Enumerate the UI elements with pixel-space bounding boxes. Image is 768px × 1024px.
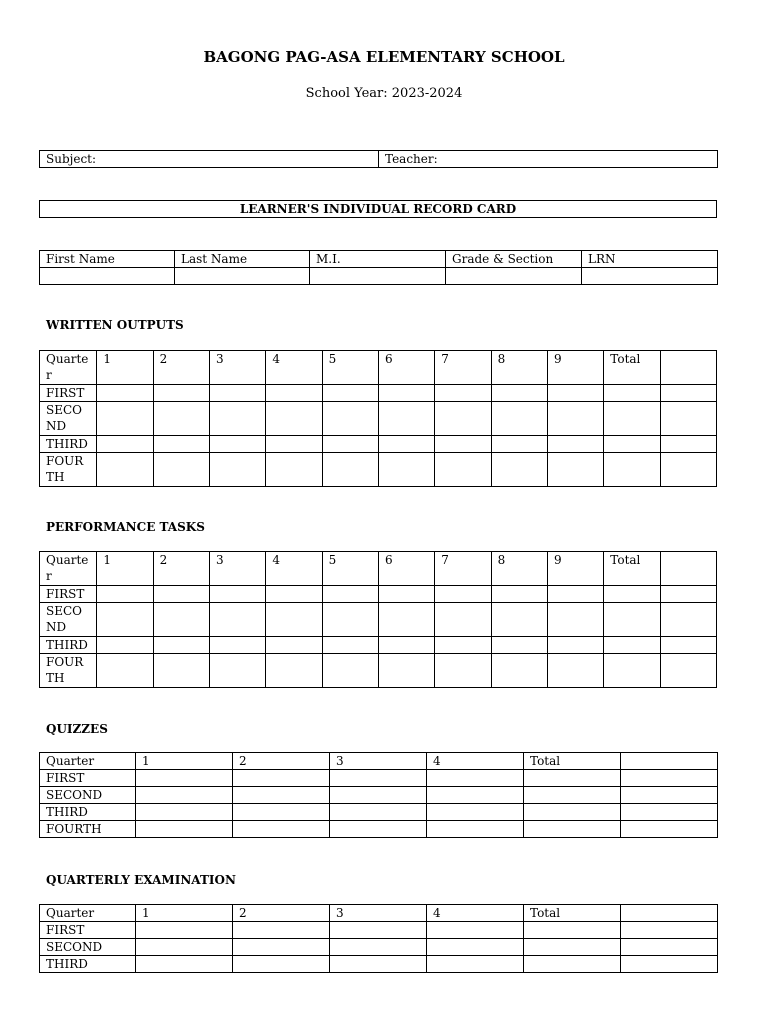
quarter-label: SECOND bbox=[40, 402, 97, 436]
first-name-cell[interactable] bbox=[40, 268, 175, 285]
column-header: 5 bbox=[322, 552, 378, 586]
score-cell[interactable] bbox=[153, 453, 209, 487]
score-cell[interactable] bbox=[378, 453, 434, 487]
score-cell[interactable] bbox=[435, 637, 491, 654]
quarter-label: THIRD bbox=[40, 804, 136, 821]
table-row bbox=[40, 939, 718, 956]
score-cell[interactable] bbox=[322, 453, 378, 487]
column-header bbox=[621, 753, 718, 770]
quarter-label: THIRD bbox=[40, 637, 97, 654]
table-row bbox=[40, 821, 718, 838]
table-row bbox=[40, 654, 717, 688]
score-cell[interactable] bbox=[491, 402, 547, 436]
column-header: 7 bbox=[435, 351, 491, 385]
column-header bbox=[660, 552, 716, 586]
score-cell[interactable] bbox=[322, 402, 378, 436]
table-row bbox=[40, 922, 718, 939]
performance-tasks-table bbox=[39, 551, 717, 688]
column-header: Quarter bbox=[40, 552, 97, 586]
score-cell[interactable] bbox=[621, 956, 718, 973]
score-cell[interactable] bbox=[604, 586, 660, 603]
score-cell[interactable] bbox=[604, 654, 660, 688]
quarter-label: FIRST bbox=[40, 385, 97, 402]
score-cell[interactable] bbox=[524, 922, 621, 939]
column-header: 8 bbox=[491, 552, 547, 586]
table-row bbox=[40, 787, 718, 804]
score-cell[interactable] bbox=[427, 939, 524, 956]
score-cell[interactable] bbox=[266, 453, 322, 487]
table-row bbox=[40, 586, 717, 603]
score-cell[interactable] bbox=[233, 939, 330, 956]
quizzes-title: QUIZZES bbox=[46, 722, 108, 736]
score-cell[interactable] bbox=[524, 804, 621, 821]
column-header: 2 bbox=[233, 905, 330, 922]
column-header: 3 bbox=[330, 905, 427, 922]
score-cell[interactable] bbox=[153, 637, 209, 654]
score-cell[interactable] bbox=[233, 821, 330, 838]
score-cell[interactable] bbox=[524, 939, 621, 956]
score-cell[interactable] bbox=[604, 436, 660, 453]
score-cell[interactable] bbox=[322, 654, 378, 688]
score-cell[interactable] bbox=[330, 939, 427, 956]
lrn-cell[interactable] bbox=[582, 268, 718, 285]
score-cell[interactable] bbox=[322, 637, 378, 654]
score-cell[interactable] bbox=[153, 436, 209, 453]
column-header: Total bbox=[524, 753, 621, 770]
column-header bbox=[621, 905, 718, 922]
score-cell[interactable] bbox=[209, 453, 265, 487]
column-header: 8 bbox=[491, 351, 547, 385]
score-cell[interactable] bbox=[621, 770, 718, 787]
column-header: Total bbox=[604, 552, 660, 586]
score-cell[interactable] bbox=[435, 603, 491, 637]
performance-tasks-title: PERFORMANCE TASKS bbox=[46, 520, 205, 534]
grade-section-header: Grade & Section bbox=[446, 251, 582, 268]
column-header: 7 bbox=[435, 552, 491, 586]
subject-teacher-table bbox=[39, 150, 718, 168]
column-header: 1 bbox=[136, 753, 233, 770]
score-cell[interactable] bbox=[604, 385, 660, 402]
score-cell[interactable] bbox=[97, 453, 153, 487]
quizzes-table bbox=[39, 752, 718, 838]
score-cell[interactable] bbox=[136, 804, 233, 821]
score-cell[interactable] bbox=[547, 436, 603, 453]
score-cell[interactable] bbox=[136, 770, 233, 787]
score-cell[interactable] bbox=[435, 654, 491, 688]
score-cell[interactable] bbox=[266, 436, 322, 453]
quarter-label: SECOND bbox=[40, 603, 97, 637]
column-header: Total bbox=[524, 905, 621, 922]
score-cell[interactable] bbox=[266, 402, 322, 436]
score-cell[interactable] bbox=[97, 603, 153, 637]
score-cell[interactable] bbox=[427, 770, 524, 787]
score-cell[interactable] bbox=[153, 654, 209, 688]
score-cell[interactable] bbox=[209, 603, 265, 637]
score-cell[interactable] bbox=[435, 385, 491, 402]
quarter-label: THIRD bbox=[40, 436, 97, 453]
column-header: Quarter bbox=[40, 905, 136, 922]
score-cell[interactable] bbox=[136, 939, 233, 956]
quarterly-exam-title: QUARTERLY EXAMINATION bbox=[46, 873, 236, 887]
score-cell[interactable] bbox=[427, 821, 524, 838]
score-cell[interactable] bbox=[233, 787, 330, 804]
school-name: BAGONG PAG-ASA ELEMENTARY SCHOOL bbox=[203, 48, 565, 66]
score-cell[interactable] bbox=[209, 637, 265, 654]
first-name-header: First Name bbox=[40, 251, 175, 268]
score-cell[interactable] bbox=[524, 821, 621, 838]
column-header: 9 bbox=[547, 351, 603, 385]
quarter-label: THIRD bbox=[40, 956, 136, 973]
quarter-label: SECOND bbox=[40, 787, 136, 804]
score-cell[interactable] bbox=[378, 637, 434, 654]
score-cell[interactable] bbox=[427, 956, 524, 973]
column-header bbox=[660, 351, 716, 385]
score-cell[interactable] bbox=[233, 770, 330, 787]
quarter-label: FOURTH bbox=[40, 821, 136, 838]
score-cell[interactable] bbox=[153, 385, 209, 402]
score-cell[interactable] bbox=[660, 654, 716, 688]
score-cell[interactable] bbox=[427, 804, 524, 821]
quarter-label: FOURTH bbox=[40, 654, 97, 688]
table-row bbox=[40, 770, 718, 787]
score-cell[interactable] bbox=[621, 922, 718, 939]
score-cell[interactable] bbox=[266, 637, 322, 654]
score-cell[interactable] bbox=[209, 402, 265, 436]
score-cell[interactable] bbox=[322, 436, 378, 453]
score-cell[interactable] bbox=[660, 402, 716, 436]
score-cell[interactable] bbox=[378, 385, 434, 402]
mi-cell[interactable] bbox=[310, 268, 446, 285]
score-cell[interactable] bbox=[604, 453, 660, 487]
quarter-label: FIRST bbox=[40, 922, 136, 939]
teacher-field[interactable]: Teacher: bbox=[379, 151, 718, 168]
score-cell[interactable] bbox=[491, 436, 547, 453]
score-cell[interactable] bbox=[378, 586, 434, 603]
score-cell[interactable] bbox=[153, 586, 209, 603]
quarter-label: SECOND bbox=[40, 939, 136, 956]
table-row bbox=[40, 402, 717, 436]
score-cell[interactable] bbox=[233, 804, 330, 821]
quarter-label: FIRST bbox=[40, 586, 97, 603]
score-cell[interactable] bbox=[604, 603, 660, 637]
score-cell[interactable] bbox=[233, 956, 330, 973]
column-header: 2 bbox=[233, 753, 330, 770]
score-cell[interactable] bbox=[330, 956, 427, 973]
column-header: 3 bbox=[209, 552, 265, 586]
last-name-header: Last Name bbox=[175, 251, 310, 268]
score-cell[interactable] bbox=[209, 385, 265, 402]
column-header: 4 bbox=[266, 351, 322, 385]
score-cell[interactable] bbox=[660, 453, 716, 487]
score-cell[interactable] bbox=[604, 402, 660, 436]
score-cell[interactable] bbox=[491, 453, 547, 487]
table-row bbox=[40, 385, 717, 402]
score-cell[interactable] bbox=[660, 586, 716, 603]
table-row bbox=[40, 804, 718, 821]
column-header: Quarter bbox=[40, 753, 136, 770]
lrn-header: LRN bbox=[582, 251, 718, 268]
column-header: 6 bbox=[378, 552, 434, 586]
column-header: 1 bbox=[97, 552, 153, 586]
last-name-cell[interactable] bbox=[175, 268, 310, 285]
school-year: School Year: 2023-2024 bbox=[305, 86, 463, 101]
column-header: Total bbox=[604, 351, 660, 385]
score-cell[interactable] bbox=[378, 654, 434, 688]
score-cell[interactable] bbox=[266, 385, 322, 402]
score-cell[interactable] bbox=[435, 453, 491, 487]
score-cell[interactable] bbox=[604, 637, 660, 654]
score-cell[interactable] bbox=[378, 603, 434, 637]
score-cell[interactable] bbox=[322, 385, 378, 402]
score-cell[interactable] bbox=[97, 654, 153, 688]
column-header: 4 bbox=[427, 905, 524, 922]
score-cell[interactable] bbox=[547, 385, 603, 402]
score-cell[interactable] bbox=[97, 402, 153, 436]
score-cell[interactable] bbox=[266, 654, 322, 688]
written-outputs-title: WRITTEN OUTPUTS bbox=[46, 318, 184, 332]
score-cell[interactable] bbox=[209, 586, 265, 603]
score-cell[interactable] bbox=[524, 956, 621, 973]
subject-field[interactable]: Subject: bbox=[40, 151, 379, 168]
score-cell[interactable] bbox=[524, 770, 621, 787]
score-cell[interactable] bbox=[621, 787, 718, 804]
column-header: 3 bbox=[330, 753, 427, 770]
score-cell[interactable] bbox=[136, 787, 233, 804]
score-cell[interactable] bbox=[547, 586, 603, 603]
score-cell[interactable] bbox=[266, 586, 322, 603]
score-cell[interactable] bbox=[330, 821, 427, 838]
score-cell[interactable] bbox=[547, 654, 603, 688]
score-cell[interactable] bbox=[435, 436, 491, 453]
score-cell[interactable] bbox=[524, 787, 621, 804]
score-cell[interactable] bbox=[427, 787, 524, 804]
quarterly-exam-table bbox=[39, 904, 718, 973]
score-cell[interactable] bbox=[435, 586, 491, 603]
column-header: 9 bbox=[547, 552, 603, 586]
column-header: 6 bbox=[378, 351, 434, 385]
score-cell[interactable] bbox=[153, 603, 209, 637]
table-row bbox=[40, 603, 717, 637]
record-card-title: LEARNER'S INDIVIDUAL RECORD CARD bbox=[40, 201, 717, 218]
score-cell[interactable] bbox=[97, 385, 153, 402]
score-cell[interactable] bbox=[621, 821, 718, 838]
score-cell[interactable] bbox=[491, 654, 547, 688]
table-row bbox=[40, 956, 718, 973]
score-cell[interactable] bbox=[660, 385, 716, 402]
quarter-label: FOURTH bbox=[40, 453, 97, 487]
score-cell[interactable] bbox=[209, 436, 265, 453]
written-outputs-table bbox=[39, 350, 717, 487]
table-row bbox=[40, 637, 717, 654]
column-header: 2 bbox=[153, 552, 209, 586]
grade-section-cell[interactable] bbox=[446, 268, 582, 285]
score-cell[interactable] bbox=[660, 436, 716, 453]
score-cell[interactable] bbox=[330, 770, 427, 787]
score-cell[interactable] bbox=[435, 402, 491, 436]
column-header: 1 bbox=[136, 905, 233, 922]
score-cell[interactable] bbox=[97, 637, 153, 654]
score-cell[interactable] bbox=[330, 804, 427, 821]
record-card-title-table bbox=[39, 200, 717, 218]
score-cell[interactable] bbox=[136, 821, 233, 838]
table-row bbox=[40, 436, 717, 453]
column-header: 3 bbox=[209, 351, 265, 385]
score-cell[interactable] bbox=[660, 603, 716, 637]
score-cell[interactable] bbox=[547, 402, 603, 436]
column-header: Quarter bbox=[40, 351, 97, 385]
column-header: 4 bbox=[266, 552, 322, 586]
score-cell[interactable] bbox=[547, 453, 603, 487]
learner-info-table bbox=[39, 250, 718, 285]
score-cell[interactable] bbox=[266, 603, 322, 637]
score-cell[interactable] bbox=[491, 586, 547, 603]
score-cell[interactable] bbox=[621, 804, 718, 821]
table-row bbox=[40, 453, 717, 487]
score-cell[interactable] bbox=[322, 586, 378, 603]
score-cell[interactable] bbox=[427, 922, 524, 939]
column-header: 2 bbox=[153, 351, 209, 385]
score-cell[interactable] bbox=[136, 922, 233, 939]
score-cell[interactable] bbox=[97, 586, 153, 603]
score-cell[interactable] bbox=[330, 787, 427, 804]
column-header: 5 bbox=[322, 351, 378, 385]
score-cell[interactable] bbox=[153, 402, 209, 436]
score-cell[interactable] bbox=[233, 922, 330, 939]
score-cell[interactable] bbox=[136, 956, 233, 973]
score-cell[interactable] bbox=[491, 385, 547, 402]
mi-header: M.I. bbox=[310, 251, 446, 268]
score-cell[interactable] bbox=[97, 436, 153, 453]
score-cell[interactable] bbox=[378, 402, 434, 436]
score-cell[interactable] bbox=[547, 603, 603, 637]
column-header: 4 bbox=[427, 753, 524, 770]
score-cell[interactable] bbox=[378, 436, 434, 453]
score-cell[interactable] bbox=[491, 637, 547, 654]
score-cell[interactable] bbox=[322, 603, 378, 637]
score-cell[interactable] bbox=[621, 939, 718, 956]
score-cell[interactable] bbox=[491, 603, 547, 637]
score-cell[interactable] bbox=[660, 637, 716, 654]
quarter-label: FIRST bbox=[40, 770, 136, 787]
score-cell[interactable] bbox=[330, 922, 427, 939]
column-header: 1 bbox=[97, 351, 153, 385]
score-cell[interactable] bbox=[209, 654, 265, 688]
score-cell[interactable] bbox=[547, 637, 603, 654]
